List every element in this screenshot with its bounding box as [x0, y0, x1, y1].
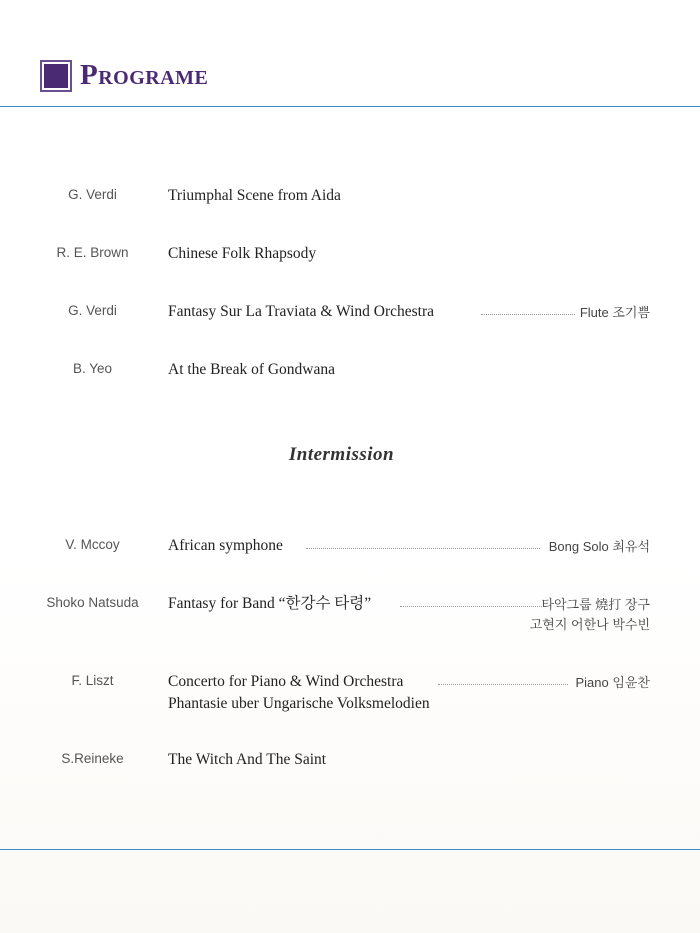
composer-name: V. Mccoy: [65, 537, 120, 552]
performer: [530, 595, 650, 635]
work-title: Chinese Folk Rhapsody: [168, 245, 317, 262]
work-title: At the Break of Gondwana: [168, 361, 336, 378]
composer-name: B. Yeo: [72, 361, 113, 376]
work-title: Triumphal Scene from Aida: [168, 187, 341, 204]
composer-name: F. Liszt: [71, 673, 114, 688]
work-title: African symphone: [168, 537, 283, 554]
performer: Flute 조기쁨: [579, 305, 650, 320]
page-title: Programe: [80, 59, 209, 91]
work-title: The Witch And The Saint: [168, 751, 327, 768]
composer-name: Shoko Natsuda: [46, 595, 139, 610]
composer-name: S.Reineke: [61, 751, 124, 766]
work-title-line: Concerto for Piano & Wind Orchestra: [168, 673, 404, 690]
header: [0, 0, 700, 108]
leader-dots: [438, 684, 568, 685]
leader-dots: [400, 606, 542, 607]
intermission-heading: Intermission: [288, 444, 395, 465]
work-title: Fantasy Sur La Traviata & Wind Orchestra: [168, 303, 434, 320]
leader-dots: [481, 314, 575, 315]
composer-name: R. E. Brown: [56, 245, 129, 260]
performer-line: 고현지 어한나 박수빈: [529, 617, 650, 632]
composer-name: G. Verdi: [68, 187, 117, 202]
bottom-divider: [0, 849, 700, 850]
title-square-icon: [40, 60, 72, 92]
top-divider: [0, 106, 700, 107]
performer: Piano 임윤찬: [575, 675, 650, 690]
composer-name: G. Verdi: [68, 303, 117, 318]
performer: Bong Solo 최유석: [548, 539, 650, 554]
work-title-line: Phantasie uber Ungarische Volksmelodien: [168, 695, 430, 712]
performer-line: 타악그룹 燒打 장구: [541, 597, 650, 612]
work-title: Fantasy for Band “한강수 타령”: [168, 595, 372, 612]
work-title: [168, 671, 430, 715]
leader-dots: [306, 548, 540, 549]
